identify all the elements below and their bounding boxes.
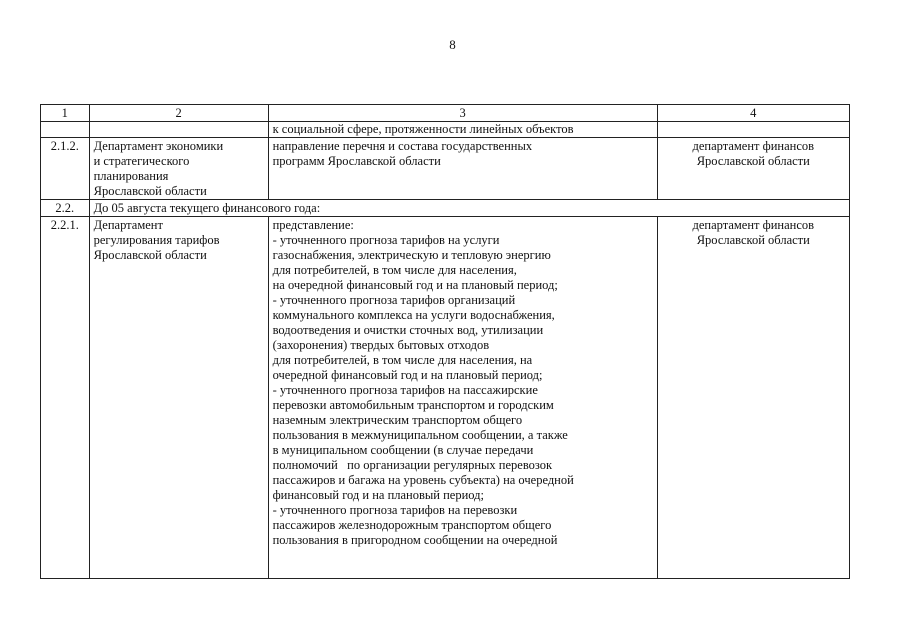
- cell-empty: [657, 122, 849, 138]
- responsible-department: Департамент экономики и стратегического планирования Ярославской области: [89, 138, 268, 200]
- row-number: 2.2.: [41, 200, 90, 217]
- table-row-2-1-2: [41, 138, 850, 200]
- row-number: 2.1.2.: [41, 138, 90, 200]
- budget-schedule-table: [40, 104, 850, 579]
- header-col-4: 4: [657, 105, 849, 122]
- continued-text: к социальной сфере, протяженности линейных объектов: [268, 122, 657, 138]
- section-deadline: До 05 августа текущего финансового года:: [89, 200, 849, 217]
- table-row-2-2: [41, 200, 850, 217]
- cell-empty: [41, 122, 90, 138]
- responsible-department: Департамент регулирования тарифов Ярославской области: [89, 217, 268, 579]
- recipient-department: департамент финансов Ярославской области: [657, 138, 849, 200]
- action-description: представление: - уточненного прогноза тарифов на услуги газоснабжения, электрическую и тепловую энергию для потребителей, в том числе для населения, на очередной финансовый год и на плановый период; - уточненного прогноза тарифов организаций коммунального комплекса на услуги водоснабжения, водоотведения и очистки сточных вод, утилизации (захоронения) твердых бытовых отходов для потребителей, в том числе для населения, на очередной финансовый год и на плановый период; - уточненного прогноза тарифов на пассажирские перевозки автомобильным транспортом и городским наземным электрическим транспортом общего пользования в межмуниципальном сообщении, а также в муниципальном сообщении (в случае передачи полномочий по организации регулярных перевозок пассажиров и багажа на уровень субъекта) на очередной финансовый год и на плановый период; - уточненного прогноза тарифов на перевозки пассажиров железнодорожным транспортом общего пользования в пригородном сообщении на очередной: [268, 217, 657, 579]
- header-col-3: 3: [268, 105, 657, 122]
- page-number: 8: [449, 37, 456, 52]
- table-header-row: [41, 105, 850, 122]
- header-col-2: 2: [89, 105, 268, 122]
- row-number: 2.2.1.: [41, 217, 90, 579]
- cell-empty: [89, 122, 268, 138]
- table-row-continued: [41, 122, 850, 138]
- header-col-1: 1: [41, 105, 90, 122]
- recipient-department: департамент финансов Ярославской области: [657, 217, 849, 579]
- table-row-2-2-1: [41, 217, 850, 579]
- action-description: направление перечня и состава государственных программ Ярославской области: [268, 138, 657, 200]
